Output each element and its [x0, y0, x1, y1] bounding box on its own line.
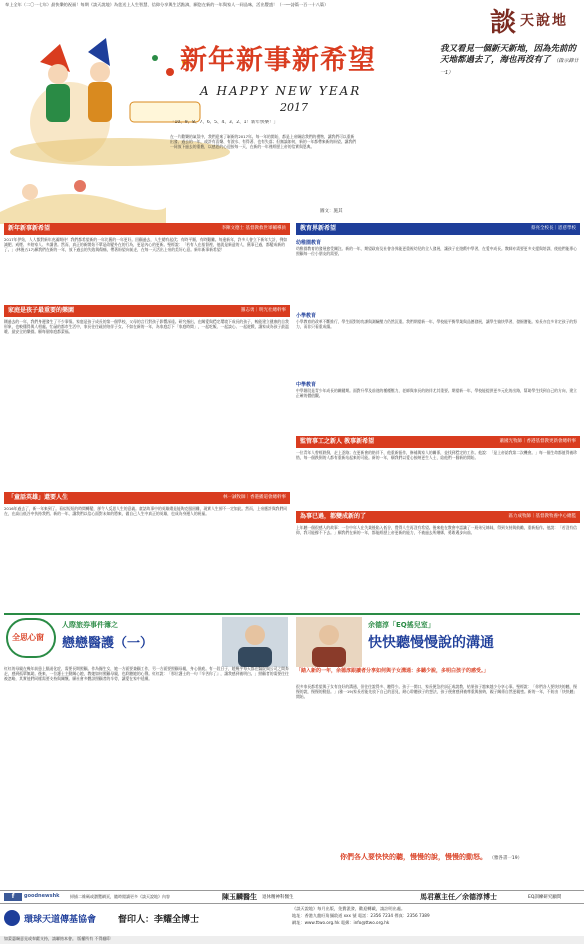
section-header-5	[296, 436, 580, 448]
section-header-1	[4, 223, 290, 235]
signature-right: 馬君蕙主任／余德淳博士	[420, 893, 497, 901]
section-body-5: 一位青年人曾經跌倒，走上歪路；在更新會的陪伴下，他重新振作，修補與家人的關係，並找到穩定的工作。他說：「是上帝給我第二次機會。」每一個生命都值得被珍惜，每一個跌倒的人都有重新站起來的可能。新的一年，願我們以愛心接納更生人士，給他們一個新的開始。	[296, 450, 577, 461]
author-photo	[296, 617, 362, 667]
divider	[4, 613, 580, 615]
column-left-title: 戀戀醫護（一）	[62, 636, 154, 651]
column-left-icon-text: 全思心窗	[12, 633, 44, 642]
section-body-3: 2016年過去了，新一年來到了。看似短短的時間轉變，卻令人反思人生的意義。童話故事中的英雄總是能夠克服困難，現實人生卻不一定如此。然而，上帝應許與我們同在，在高山低谷中扶持我們。新的一年，讓我們以信心面對未知的將來，做自己人生中真正的英雄，也成為身邊人的祝福。	[4, 506, 288, 517]
column-left-icon	[6, 618, 56, 658]
closing-verse: 你們各人要快快的聽，慢慢的說，慢慢的動怒。	[340, 853, 487, 861]
subheading-primary: 小學教育	[296, 313, 317, 319]
primary-body: 小學教育的改革不斷推行，學生面對的功課與測驗壓力仍然沉重。我們期望新一年，學校能平衡學業與品德發展，讓學生愉快學習，發掘潛能。家長亦宜多肯定孩子的努力，而非只看重成績。	[296, 319, 577, 330]
masthead-logo	[488, 2, 580, 38]
section-body-6: 上年聽一個很感人的故事：一位中年人在失業後陷入低谷，覺得人生再沒有希望。後來他在教會中認識了一班弟兄姊妹，得到支持與鼓勵，重新振作。他說：「若沒有信仰，我可能撐不下去。」願我們在新的一年，都能經歷上帝更新的能力，不被過去所綑綁，勇敢邁步向前。	[296, 525, 577, 536]
column-right-closing	[340, 852, 522, 862]
section-header-4	[296, 223, 580, 235]
section-header-6	[296, 511, 580, 523]
column-right-label: 余德淳「EQ搖兒室」	[368, 621, 435, 629]
section-byline-5: 蕭國光牧師｜香港基督教更新會總幹事	[499, 439, 576, 444]
section-byline-6: 區力成牧師｜基督教牧養中心總監	[508, 514, 576, 519]
supervisor-name: 李耀全博士	[154, 915, 200, 925]
signature-right-role: EQ訓練研究顧問	[528, 895, 562, 900]
subheading-secondary: 中學教育	[296, 382, 317, 388]
hero-banner: A HAPPY NEW YEAR	[200, 84, 362, 98]
signature-bar	[0, 890, 584, 902]
hero-body: 在一片歡樂的氣氛中，我們迎來了嶄新的2017年。每一年的開始，都是上帝賜給我們的禮物，讓我們可以重新出發。過去的一年，或許有喜樂、有淚水、有得著、也有失落；但無論如何，新的一年都帶來新的盼望。讓我們一同放下過去的重擔，以感恩的心迎接每一天，在新的一年裡經歷上帝的信實與恩典。	[170, 134, 357, 150]
footer-info-3[interactable]: 網址：www.ttwo.org.hk 電郵：info@ttwo.org.hk	[292, 920, 390, 925]
publisher-logo-icon	[4, 910, 20, 926]
intro-text: 奉上全年（二〇一七年）最快樂的祝福！每期《談天說地》為您送上人生智慧、信仰分享與生活點滴，願您在新的一年與家人一同品味，活出豐盛！（一──詩篇一百一十八篇）	[5, 2, 329, 7]
section-byline-4: 蔡亮全校長｜恩慈學校	[531, 226, 576, 231]
footer-info-2: 地址：香港九龍旺角彌敦道 xxx 號 電話：2356 7234 傳真：2356 7389	[292, 913, 430, 918]
hero-quote-text: 我又看見一個新天新地，因為先前的天地都過去了，海也再沒有了	[440, 44, 577, 65]
hero-title: 新年新事新希望	[180, 45, 376, 76]
hero-lower-illustration	[0, 172, 166, 224]
hero-countdown: 「10、9、8、7、6、5、4、3、2、1！新年快樂！」	[170, 120, 278, 125]
subheading-kindergarten: 幼稚園教育	[296, 240, 322, 246]
column-left-body: 紅紅的母親在幾年前患上腦退化症，需要長期照顧。作為獨生女，她一方面要兼顧工作，另一方面要照顧母親，身心俱疲。有一段日子，她幾乎每天都在醫院與公司之間奔走，感到孤單無助。後來，一位護士主動關心她，教她如何照顧母親，也聆聽她的心聲。紅紅說：「那位護士的一句『辛苦你了』，讓我感到被明白。」照顧者的需要往往被忽略，其實他們同樣需要支持與關懷。願社會多體諒照顧者的辛勞，讓愛在家中延續。	[4, 666, 289, 682]
section-byline-3: 林一誠牧師｜香港播道會總幹事	[223, 495, 286, 500]
signature-left-role: 退休精神科醫生	[262, 895, 294, 900]
kindergarten-body: 幼稚園教育的發展愈受關注。新的一年，期望政府及社會各界能更重視幼兒的全人發展，讓孩子在遊戲中學習，在愛中成長。教師亦需要更多支援與培訓，使他們能專心照顧每一位小朋友的需要。	[296, 246, 577, 257]
hero-quote-ref: （啟示錄廿一1）	[440, 58, 579, 76]
facebook-note: 掃描二維碼或瀏覽網頁，隨時閱讀更多《談天說地》內容	[70, 894, 170, 899]
signature-left: 陳玉麟醫生	[222, 893, 257, 901]
secondary-body: 中學階段是青少年成長的關鍵期。面對升學及前途的種種壓力，老師與家長的陪伴尤其重要。期望新一年，學校能提供更多元化的出路，幫助學生找到自己的方向，建立正確的價值觀。	[296, 388, 577, 399]
doctor-photo	[222, 617, 288, 667]
section-header-2	[4, 305, 290, 317]
footer-info-1: 《談天說地》每月出版，免費派發，歡迎轉載，請註明出處。	[292, 906, 406, 911]
logo-main: 談	[490, 8, 517, 38]
hero-quote	[440, 44, 580, 79]
section-header-3	[4, 492, 290, 504]
section-title-2: 家庭是孩子最重要的樂園	[8, 307, 75, 314]
hero-year: 2017	[280, 101, 308, 114]
section-body-1: 2017年伊始，人人都對新年充滿期待！我們都希望新的一年比舊的一年更好。回顧過去，人生總有起伏；有時平順，有時艱難。每逢新年，許多人會立下新年大計，例如減肥、戒煙、多陪家人、多讀書。然而，真正的新開始不單是改變外在的行為，更是內心的更新。聖經說：「若有人在基督裡，他就是新造的人，舊事已過，都變成新的了。」(林後五17)願我們在新的一年，放下過去的失敗與傷痛，帶著盼望向前走，在每一天活出上帝的美好心意。新年新事新希望！	[4, 237, 288, 253]
section-title-6: 為事已過，都變成新的了	[300, 513, 367, 520]
supervisor	[118, 912, 199, 925]
section-byline-2: 羅志勇｜明光社總幹事	[241, 308, 286, 313]
hero-author: 圖文：施其	[320, 209, 343, 214]
column-right-title: 快快聽慢慢說的溝通	[368, 635, 494, 651]
logo-sub: 天說地	[520, 13, 568, 29]
facebook-handle[interactable]: goodnewshk	[24, 893, 60, 899]
column-right-body: 很多家長都希望與子女有良好的溝通，但往往說得多、聽得少。孩子一開口，家長便急於糾正或說教，結果孩子越來越少分享心事。聖經說：「你們各人要快快的聽，慢慢的說，慢慢的動怒。」(雅一19)家長若能先放下自己的意見，耐心聆聽孩子的想法，孩子便會感到被尊重與接納，親子關係自然更親密。新的一年，不妨由「快快聽」開始。	[296, 684, 578, 700]
section-title-3: 「童話英雄」還要人生	[8, 494, 69, 501]
section-title-1: 新年新事新希望	[8, 225, 51, 232]
publisher-name: 環球天道傳基協會	[24, 915, 97, 925]
column-right-lead: 「踏入新的一年，余德淳跟讀者分享如何與子女溝通：多聽少說，多明白孩子的感受。」	[296, 668, 489, 674]
closing-ref: （雅各書一19）	[489, 856, 523, 861]
column-left-label: 人際旅券事件簿之	[62, 621, 118, 629]
section-title-5: 監管事工之新人 教事新希望	[300, 438, 375, 445]
section-byline-1: 李陳文德士 基督教救世軍輔導員	[221, 226, 286, 231]
footer	[0, 903, 584, 935]
section-title-4: 教育界新希望	[300, 225, 337, 232]
footer-bottom: 如蒙惠賜意見或奉獻支持，請聯絡本會。 版權所有 不得翻印	[0, 936, 584, 944]
supervisor-label: 督印人：	[118, 915, 155, 925]
section-body-2: 剛過去的一年，我們身邊發生了不少事情。家庭是孩子成長的第一個學校，父母的言行對孩子影響深遠。研究指出，在關愛與穩定環境下成長的孩子，較能建立健康的自我形象，也較懂得與人相處。忙碌的都市生活中，家長往往疏於陪伴子女。不如在新的一年，為家庭訂下「家庭時間」，一起吃飯、一起談心、一起遊戲，讓家成為孩子最溫暖、最安全的樂園。願每個家庭都蒙福。	[4, 319, 289, 335]
facebook-icon: f	[4, 893, 22, 901]
